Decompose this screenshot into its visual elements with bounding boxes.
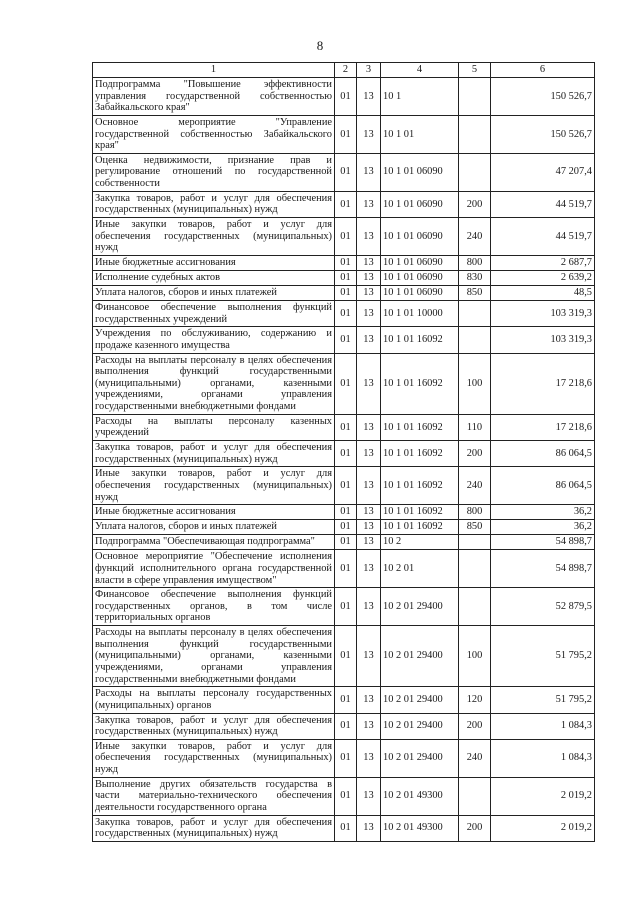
row-target-article: 10 1 01 06090 — [381, 255, 459, 270]
row-name: Закупка товаров, работ и услуг для обеспечения государственных (муниципальных) нужд — [93, 713, 335, 739]
table-row — [93, 588, 595, 626]
row-section: 01 — [335, 115, 357, 153]
row-amount: 17 218,6 — [491, 414, 595, 440]
row-target-article: 10 2 01 29400 — [381, 588, 459, 626]
row-target-article: 10 1 01 10000 — [381, 300, 459, 326]
row-name: Основное мероприятие "Управление государственной собственностью Забайкальского края" — [93, 115, 335, 153]
row-amount: 86 064,5 — [491, 441, 595, 467]
row-name: Расходы на выплаты персоналу государственных (муниципальных) органов — [93, 687, 335, 713]
row-name: Учреждения по обслуживанию, содержанию и продаже казенного имущества — [93, 327, 335, 353]
row-expense-type — [459, 153, 491, 191]
row-name: Финансовое обеспечение выполнения функций государственных органов, в том числе территориальных органов — [93, 588, 335, 626]
table-row — [93, 441, 595, 467]
row-expense-type: 240 — [459, 739, 491, 777]
table-row — [93, 300, 595, 326]
row-section: 01 — [335, 626, 357, 687]
row-target-article: 10 1 01 16092 — [381, 414, 459, 440]
row-name: Расходы на выплаты персоналу в целях обеспечения выполнения функций государственными (муниципальными) органами, казенными учреждениями, органами управления государственными внебюджетными фондами — [93, 626, 335, 687]
row-subsection: 13 — [357, 520, 381, 535]
row-subsection: 13 — [357, 191, 381, 217]
row-target-article: 10 1 01 06090 — [381, 285, 459, 300]
row-name: Закупка товаров, работ и услуг для обеспечения государственных (муниципальных) нужд — [93, 441, 335, 467]
table-row — [93, 270, 595, 285]
table-row — [93, 115, 595, 153]
row-amount: 54 898,7 — [491, 550, 595, 588]
row-name: Подпрограмма "Повышение эффективности управления государственной собственностью Забайкальского края" — [93, 78, 335, 116]
row-expense-type: 800 — [459, 505, 491, 520]
row-target-article: 10 1 01 16092 — [381, 520, 459, 535]
row-name: Иные закупки товаров, работ и услуг для обеспечения государственных (муниципальных) нужд — [93, 467, 335, 505]
row-name: Закупка товаров, работ и услуг для обеспечения государственных (муниципальных) нужд — [93, 191, 335, 217]
row-subsection: 13 — [357, 626, 381, 687]
row-target-article: 10 1 01 06090 — [381, 270, 459, 285]
row-subsection: 13 — [357, 550, 381, 588]
row-amount: 17 218,6 — [491, 353, 595, 414]
row-subsection: 13 — [357, 285, 381, 300]
row-expense-type — [459, 535, 491, 550]
header-cell-1: 1 — [93, 63, 335, 78]
row-name: Уплата налогов, сборов и иных платежей — [93, 520, 335, 535]
row-expense-type: 200 — [459, 713, 491, 739]
row-section: 01 — [335, 191, 357, 217]
table-row — [93, 218, 595, 256]
row-section: 01 — [335, 353, 357, 414]
row-name: Подпрограмма "Обеспечивающая подпрограмма" — [93, 535, 335, 550]
row-amount: 48,5 — [491, 285, 595, 300]
row-expense-type — [459, 300, 491, 326]
row-section: 01 — [335, 713, 357, 739]
row-section: 01 — [335, 300, 357, 326]
row-section: 01 — [335, 414, 357, 440]
row-subsection: 13 — [357, 467, 381, 505]
row-section: 01 — [335, 535, 357, 550]
row-name: Основное мероприятие "Обеспечение исполнения функций исполнительного органа государственной власти в сфере управления имуществом" — [93, 550, 335, 588]
row-name: Расходы на выплаты персоналу в целях обеспечения выполнения функций государственными (муниципальными) органами, казенными учреждениями, органами управления государственными внебюджетными фондами — [93, 353, 335, 414]
row-amount: 1 084,3 — [491, 739, 595, 777]
row-target-article: 10 2 — [381, 535, 459, 550]
header-cell-3: 3 — [357, 63, 381, 78]
row-subsection: 13 — [357, 535, 381, 550]
row-target-article: 10 1 01 16092 — [381, 327, 459, 353]
row-amount: 103 319,3 — [491, 300, 595, 326]
row-amount: 2 019,2 — [491, 815, 595, 841]
row-subsection: 13 — [357, 414, 381, 440]
row-section: 01 — [335, 588, 357, 626]
row-name: Уплата налогов, сборов и иных платежей — [93, 285, 335, 300]
row-amount: 36,2 — [491, 505, 595, 520]
table-row — [93, 777, 595, 815]
row-expense-type: 850 — [459, 285, 491, 300]
row-name: Финансовое обеспечение выполнения функций государственных учреждений — [93, 300, 335, 326]
row-target-article: 10 2 01 29400 — [381, 626, 459, 687]
row-target-article: 10 1 01 06090 — [381, 153, 459, 191]
row-subsection: 13 — [357, 815, 381, 841]
row-target-article: 10 1 01 16092 — [381, 467, 459, 505]
row-target-article: 10 2 01 29400 — [381, 713, 459, 739]
row-section: 01 — [335, 255, 357, 270]
row-target-article: 10 2 01 — [381, 550, 459, 588]
row-target-article: 10 1 01 06090 — [381, 218, 459, 256]
row-amount: 44 519,7 — [491, 191, 595, 217]
table-row — [93, 78, 595, 116]
row-target-article: 10 2 01 49300 — [381, 815, 459, 841]
row-subsection: 13 — [357, 687, 381, 713]
row-target-article: 10 1 01 06090 — [381, 191, 459, 217]
row-amount: 1 084,3 — [491, 713, 595, 739]
row-amount: 103 319,3 — [491, 327, 595, 353]
row-name: Иные бюджетные ассигнования — [93, 255, 335, 270]
table-row — [93, 414, 595, 440]
row-expense-type — [459, 588, 491, 626]
row-section: 01 — [335, 550, 357, 588]
row-name: Исполнение судебных актов — [93, 270, 335, 285]
row-expense-type: 120 — [459, 687, 491, 713]
row-expense-type — [459, 327, 491, 353]
row-target-article: 10 2 01 29400 — [381, 687, 459, 713]
table-row — [93, 153, 595, 191]
row-amount: 86 064,5 — [491, 467, 595, 505]
table-row — [93, 327, 595, 353]
row-expense-type: 850 — [459, 520, 491, 535]
row-section: 01 — [335, 467, 357, 505]
row-target-article: 10 1 01 16092 — [381, 353, 459, 414]
row-subsection: 13 — [357, 115, 381, 153]
row-expense-type: 110 — [459, 414, 491, 440]
table-row — [93, 535, 595, 550]
row-subsection: 13 — [357, 218, 381, 256]
row-expense-type: 100 — [459, 353, 491, 414]
table-row — [93, 191, 595, 217]
row-amount: 52 879,5 — [491, 588, 595, 626]
row-subsection: 13 — [357, 713, 381, 739]
row-target-article: 10 2 01 49300 — [381, 777, 459, 815]
header-cell-6: 6 — [491, 63, 595, 78]
row-subsection: 13 — [357, 255, 381, 270]
table-row — [93, 626, 595, 687]
table-row — [93, 687, 595, 713]
table-row — [93, 353, 595, 414]
row-section: 01 — [335, 441, 357, 467]
row-amount: 2 687,7 — [491, 255, 595, 270]
row-section: 01 — [335, 687, 357, 713]
table-row — [93, 467, 595, 505]
row-expense-type: 240 — [459, 218, 491, 256]
row-name: Расходы на выплаты персоналу казенных учреждений — [93, 414, 335, 440]
row-expense-type: 830 — [459, 270, 491, 285]
row-name: Иные закупки товаров, работ и услуг для обеспечения государственных (муниципальных) нужд — [93, 739, 335, 777]
row-section: 01 — [335, 777, 357, 815]
row-section: 01 — [335, 327, 357, 353]
row-amount: 36,2 — [491, 520, 595, 535]
row-subsection: 13 — [357, 588, 381, 626]
budget-table — [92, 62, 595, 842]
row-subsection: 13 — [357, 78, 381, 116]
row-expense-type: 200 — [459, 815, 491, 841]
table-row — [93, 739, 595, 777]
row-amount: 51 795,2 — [491, 687, 595, 713]
row-target-article: 10 1 — [381, 78, 459, 116]
row-name: Иные бюджетные ассигнования — [93, 505, 335, 520]
row-section: 01 — [335, 218, 357, 256]
page-number: 8 — [316, 38, 324, 53]
table-row — [93, 255, 595, 270]
row-section: 01 — [335, 739, 357, 777]
row-section: 01 — [335, 270, 357, 285]
header-cell-2: 2 — [335, 63, 357, 78]
row-expense-type: 200 — [459, 441, 491, 467]
row-amount: 2 019,2 — [491, 777, 595, 815]
table-row — [93, 815, 595, 841]
row-expense-type — [459, 777, 491, 815]
row-name: Выполнение других обязательств государства в части материально-технического обеспечения деятельности государственного органа — [93, 777, 335, 815]
row-section: 01 — [335, 153, 357, 191]
row-name: Иные закупки товаров, работ и услуг для обеспечения государственных (муниципальных) нужд — [93, 218, 335, 256]
row-subsection: 13 — [357, 441, 381, 467]
row-subsection: 13 — [357, 505, 381, 520]
row-section: 01 — [335, 285, 357, 300]
row-subsection: 13 — [357, 777, 381, 815]
row-expense-type: 800 — [459, 255, 491, 270]
row-amount: 150 526,7 — [491, 115, 595, 153]
row-expense-type: 100 — [459, 626, 491, 687]
row-subsection: 13 — [357, 327, 381, 353]
table-row — [93, 713, 595, 739]
table-row — [93, 505, 595, 520]
row-amount: 47 207,4 — [491, 153, 595, 191]
header-cell-5: 5 — [459, 63, 491, 78]
header-cell-4: 4 — [381, 63, 459, 78]
row-name: Оценка недвижимости, признание прав и регулирование отношений по государственной собственности — [93, 153, 335, 191]
row-target-article: 10 1 01 16092 — [381, 505, 459, 520]
row-name: Закупка товаров, работ и услуг для обеспечения государственных (муниципальных) нужд — [93, 815, 335, 841]
table-row — [93, 550, 595, 588]
row-section: 01 — [335, 78, 357, 116]
row-expense-type — [459, 550, 491, 588]
row-subsection: 13 — [357, 270, 381, 285]
row-section: 01 — [335, 815, 357, 841]
row-subsection: 13 — [357, 353, 381, 414]
table-row — [93, 520, 595, 535]
row-subsection: 13 — [357, 300, 381, 326]
row-expense-type: 240 — [459, 467, 491, 505]
row-expense-type — [459, 115, 491, 153]
row-target-article: 10 1 01 16092 — [381, 441, 459, 467]
row-section: 01 — [335, 505, 357, 520]
header-row — [93, 63, 595, 78]
row-amount: 44 519,7 — [491, 218, 595, 256]
row-amount: 2 639,2 — [491, 270, 595, 285]
row-target-article: 10 1 01 — [381, 115, 459, 153]
row-amount: 54 898,7 — [491, 535, 595, 550]
row-section: 01 — [335, 520, 357, 535]
row-amount: 150 526,7 — [491, 78, 595, 116]
table-row — [93, 285, 595, 300]
row-expense-type — [459, 78, 491, 116]
row-subsection: 13 — [357, 739, 381, 777]
row-subsection: 13 — [357, 153, 381, 191]
row-expense-type: 200 — [459, 191, 491, 217]
row-amount: 51 795,2 — [491, 626, 595, 687]
row-target-article: 10 2 01 29400 — [381, 739, 459, 777]
